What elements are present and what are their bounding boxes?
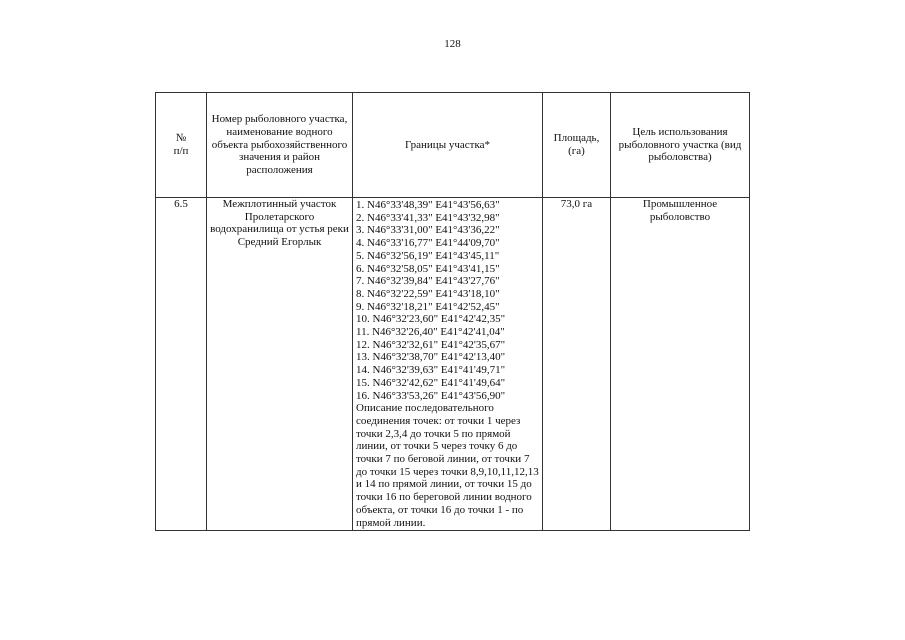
header-row	[156, 93, 750, 198]
header-site-name: Номер рыболовного участка, наименование водного объекта рыбохозяйственного значения и район расположения	[207, 93, 353, 198]
coordinate-point: 12. N46°32'32,61" E41°42'35,67"	[356, 338, 506, 351]
coordinate-point: 9. N46°32'18,21" E41°42'52,45"	[356, 300, 500, 313]
coordinate-point: 1. N46°33'48,39" E41°43'56,63"	[356, 199, 500, 211]
header-number: № п/п	[156, 93, 207, 198]
coordinate-point: 15. N46°32'42,62" E41°41'49,64"	[356, 376, 506, 389]
header-area: Площадь, (га)	[543, 93, 611, 198]
coordinate-point: 8. N46°32'22,59" E41°43'18,10"	[356, 287, 500, 300]
coordinate-point: 5. N46°32'56,19" E41°43'45,11"	[356, 249, 500, 262]
page-number: 128	[444, 38, 461, 50]
coordinate-point: 6. N46°32'58,05" E41°43'41,15"	[356, 262, 500, 275]
coordinate-point: 14. N46°32'39,63" E41°41'49,71"	[356, 364, 506, 377]
coordinate-point: 7. N46°32'39,84" E41°43'27,76"	[356, 275, 500, 288]
coordinate-point: 11. N46°32'26,40" E41°42'41,04"	[356, 326, 505, 339]
fishing-site-table	[155, 92, 750, 531]
row-site-name: Межплотинный участок Пролетарского водохранилища от устья реки Средний Егорлык	[207, 198, 353, 531]
coordinate-point: 4. N46°33'16,77" E41°44'09,70"	[356, 237, 500, 250]
row-number: 6.5	[156, 198, 207, 531]
header-boundaries: Границы участка*	[353, 93, 543, 198]
coordinate-point: 10. N46°32'23,60" E41°42'42,35"	[356, 313, 506, 326]
row-area: 73,0 га	[543, 198, 611, 531]
table-row	[156, 198, 750, 531]
coordinate-point: 13. N46°32'38,70" E41°42'13,40"	[356, 351, 506, 364]
row-purpose: Промышленное рыболовство	[611, 198, 750, 531]
boundary-description: Описание последовательного соединения точек: от точки 1 через точки 2,3,4 до точки 5 по прямой линии, от точки 5 через точку 6 до точки 7 по беговой линии, от точки 7 до точки 15 через точки 8,9,10,11,12,13 и 14 по прямой линии, от точки 15 до точки 16 по береговой линии водного объекта, от точки 16 до точки 1 - по прямой линии.	[356, 402, 539, 529]
header-purpose: Цель использования рыболовного участка (вид рыболовства)	[611, 93, 750, 198]
coordinate-point: 3. N46°33'31,00" E41°43'36,22"	[356, 224, 500, 237]
row-boundaries	[353, 198, 543, 531]
coordinate-point: 2. N46°33'41,33" E41°43'32,98"	[356, 211, 500, 224]
coordinate-point: 16. N46°33'53,26" E41°43'56,90"	[356, 389, 506, 402]
